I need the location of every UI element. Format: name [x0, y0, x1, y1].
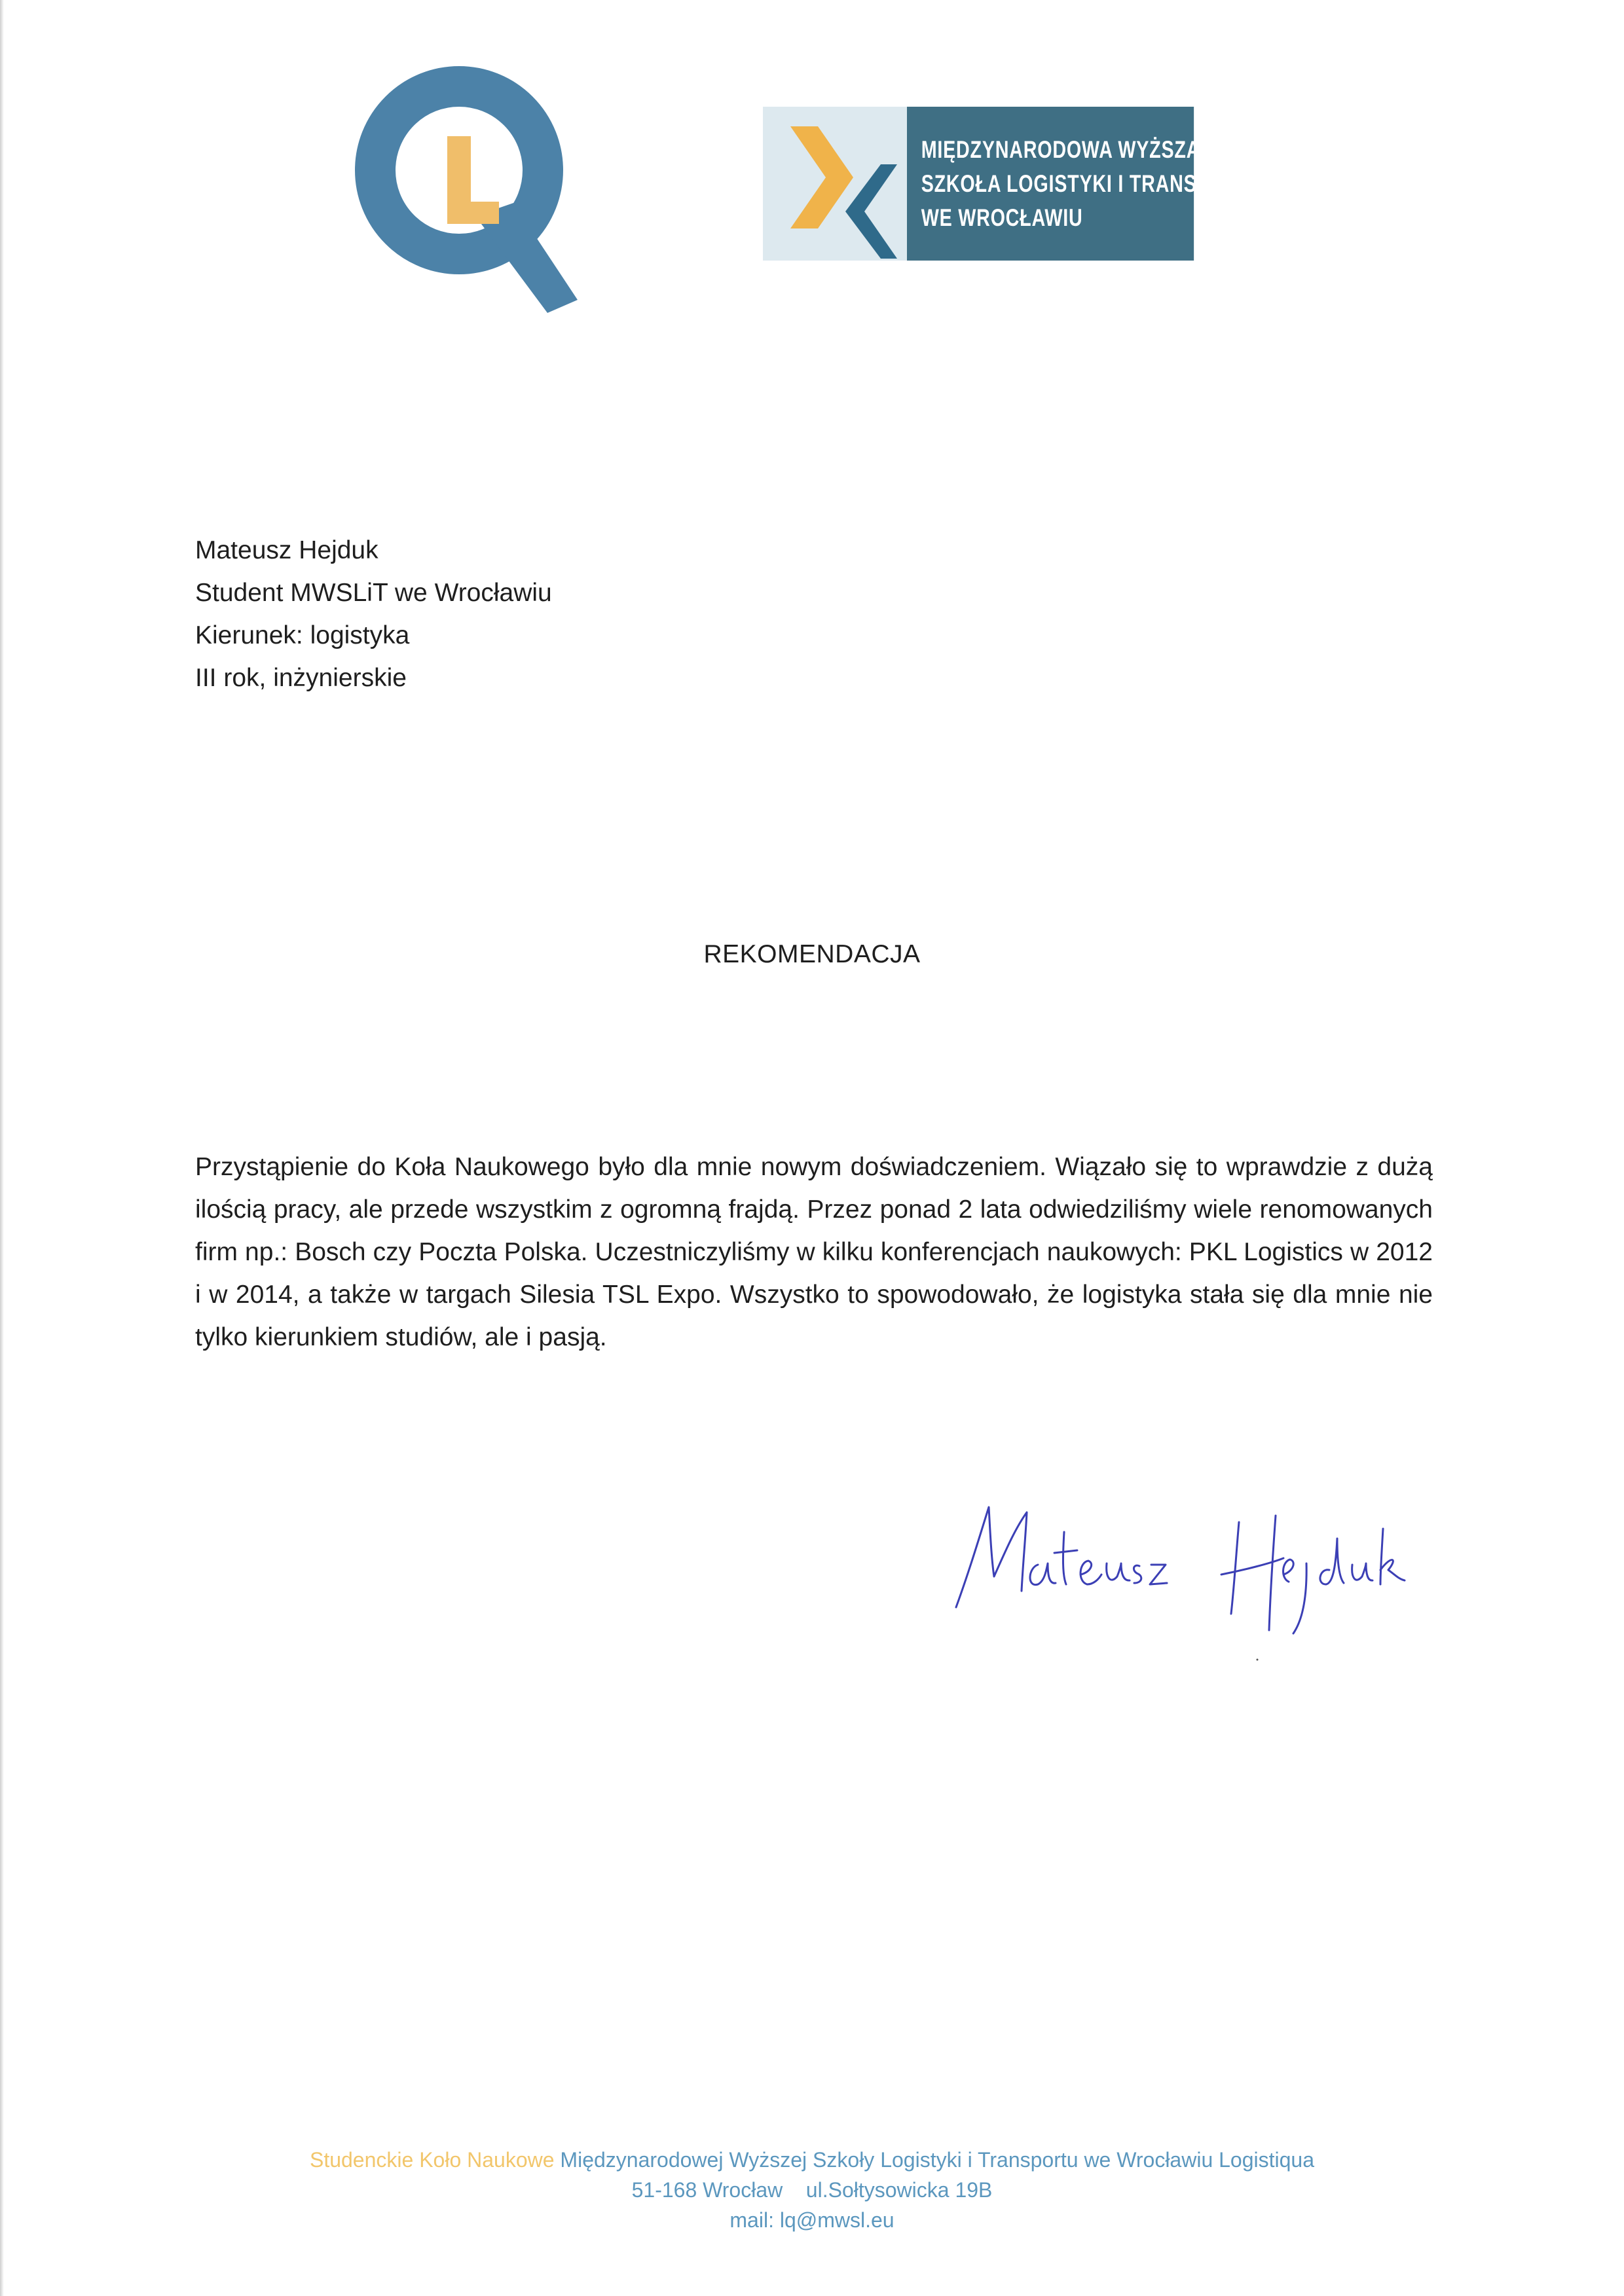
sender-year: III rok, inżynierskie	[195, 664, 407, 692]
university-name-box	[907, 107, 1265, 261]
footer-club-name: Studenckie Koło Naukowe	[309, 2148, 555, 2172]
scan-edge-shadow	[0, 0, 4, 2296]
handwritten-signature	[943, 1493, 1414, 1663]
sender-field: Kierunek: logistyka	[195, 621, 410, 649]
footer-university-name: Międzynarodowej Wyższej Szkoły Logistyki i Transportu we Wrocławiu Logistiqua	[560, 2148, 1315, 2172]
footer-line-organization	[0, 2145, 1624, 2175]
university-name-line: MIĘDZYNARODOWA WYŻSZA	[921, 136, 1201, 163]
footer	[0, 2145, 1624, 2235]
footer-email[interactable]: mail: lq@mwsl.eu	[729, 2208, 895, 2232]
sender-affiliation: Student MWSLiT we Wrocławiu	[195, 579, 552, 607]
sender-name: Mateusz Hejduk	[195, 536, 378, 564]
university-name-line: WE WROCŁAWIU	[921, 204, 1083, 231]
lq-logo	[351, 52, 587, 314]
university-logo	[763, 107, 1277, 261]
university-name-line: SZKOŁA LOGISTYKI I TRANSPORTU	[921, 170, 1265, 197]
recommendation-body: Przystąpienie do Koła Naukowego było dla mnie nowym doświadczeniem. Wiązało się to wprawdzie z dużą ilością pracy, ale przede wszystkim z ogromną frajdą. Przez ponad 2 lata odwiedziliśmy wiele renomowanych firm np.: Bosch czy Poczta Polska. Uczestniczyliśmy w kilku konferencjach naukowych: PKL Logistics w 2012 i w 2014, a także w targach Silesia TSL Expo. Wszystko to spowodowało, że logistyka stała się dla mnie nie tylko kierunkiem studiów, ale i pasją.	[195, 1153, 1433, 1351]
document-title: REKOMENDACJA	[703, 940, 921, 968]
footer-address: 51-168 Wrocław ul.Sołtysowicka 19B	[631, 2178, 993, 2202]
sender-block	[195, 529, 552, 699]
university-arrow-mark	[763, 107, 907, 261]
